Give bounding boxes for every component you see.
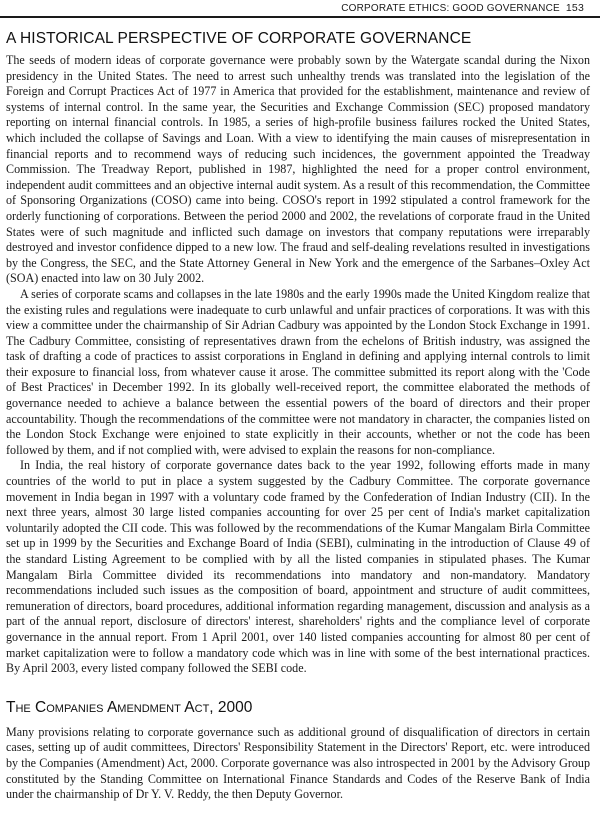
section-heading-companies-act: The Companies Amendment Act, 2000 bbox=[6, 698, 253, 716]
paragraph: In India, the real history of corporate governance dates back to the year 1992, following efforts made in many countries of the world to put in place a system suggested by the Cadbury Committee. The corporate governance movement in India began in 1997 with a voluntary code framed by the Confederation of Indian Industry (CII). In the next three years, almost 30 large listed companies accounting for over 25 per cent of India's market capitalization voluntarily adopted the CII code. This was followed by the recommendations of the Kumar Mangalam Birla Committee set up in 1999 by the Securities and Exchange Board of India (SEBI), culminating in the introduction of Clause 49 of the standard Listing Agreement to be complied with by all the listed companies in stipulated phases. The Kumar Mangalam Birla Committee divided its recommendations into mandatory and non-mandatory. Mandatory recommendations included such issues as the composition of board, appointment and structure of audit committees, remuneration of directors, board procedures, additional information regarding management, discussion and analysis as a part of the annual report, disclosure of directors' interest, shareholders' rights and the compliance level of corporate governance in the annual report. From 1 April 2001, over 140 listed companies accounting for almost 80 per cent of market capitalization were to follow a mandatory code which was in line with some of the best international practices. By April 2003, every listed company followed the SEBI code. bbox=[6, 458, 590, 676]
paragraph: Many provisions relating to corporate governance such as additional ground of disqualification of directors in certain cases, setting up of audit committees, Directors' Responsibility Statement in the Directors' Report, etc. were introduced by the Companies (Amendment) Act, 2000. Corporate governance was also introspected in 2001 by the Advisory Group constituted by the Standing Committee on International Finance Standards and Codes of the Reserve Bank of India under the chairmanship of Dr Y. V. Reddy, the then Deputy Governor. bbox=[6, 724, 590, 802]
section-heading-historical: A HISTORICAL PERSPECTIVE OF CORPORATE GOVERNANCE bbox=[6, 30, 472, 47]
running-title: CORPORATE ETHICS: GOOD GOVERNANCE bbox=[341, 3, 560, 14]
paragraph: A series of corporate scams and collapses in the late 1980s and the early 1990s made the United Kingdom realize that the existing rules and regulations were inadequate to curb unlawful and unfair practices of corporations. It was with this view a committee under the chairmanship of Sir Adrian Cadbury was appointed by the London Stock Exchange in 1991. The Cadbury Committee, consisting of representatives drawn from the echelons of British industry, was assigned the task of drafting a code of practices to assist corporations in England in defining and applying internal controls to limit their exposure to financial loss, from whatever cause it arose. The committee submitted its report along with the 'Code of Best Practices' in December 1992. In its globally well-received report, the committee elaborated the methods of governance needed to achieve a balance between the essential powers of the board of directors and their proper accountability. Though the recommendations of the committee were not mandatory in character, the companies listed on the London Stock Exchange were enjoined to state explicitly in their accounts, whether or not the code has been followed by them, and if not complied with, were advised to explain the reasons for non-compliance. bbox=[6, 286, 590, 457]
page-number: 153 bbox=[565, 2, 584, 14]
header-rule bbox=[0, 16, 600, 18]
paragraph: The seeds of modern ideas of corporate governance were probably sown by the Watergate scandal during the Nixon presidency in the United States. The need to arrest such unhealthy trends was translated into the legislation of the Foreign and Corrupt Practices Act of 1977 in America that provided for the establishment, maintenance and review of systems of internal control. In the same year, the Securities and Exchange Commission (SEC) proposed mandatory reporting on internal financial controls. In 1985, a series of high-profile business failures rocked the United States, which included the collapse of Savings and Loan. With a view to identifying the main causes of misrepresentation in financial reports and to recommend ways of reducing such incidences, the government appointed the Treadway Commission. The Treadway Report, published in 1987, highlighted the need for a proper control environment, independent audit committees and an objective internal audit system. As a result of this recommendation, the Committee of Sponsoring Organizations (COSO) came into being. COSO's report in 1992 stipulated a control framework for the orderly functioning of corporations. Between the period 2000 and 2002, the revelations of corporate fraud in the United States were of such magnitude and inflicted such damage on investors that company reputations were irreparably destroyed and investor confidence dipped to a new low. The fraud and self-dealing revelations resulted in investigations by the Congress, the SEC, and the State Attorney General in New York and the emergence of the Sarbanes–Oxley Act (SOA) enacted into law on 30 July 2002. bbox=[6, 53, 590, 286]
running-header bbox=[341, 2, 584, 14]
page-content bbox=[6, 26, 590, 803]
